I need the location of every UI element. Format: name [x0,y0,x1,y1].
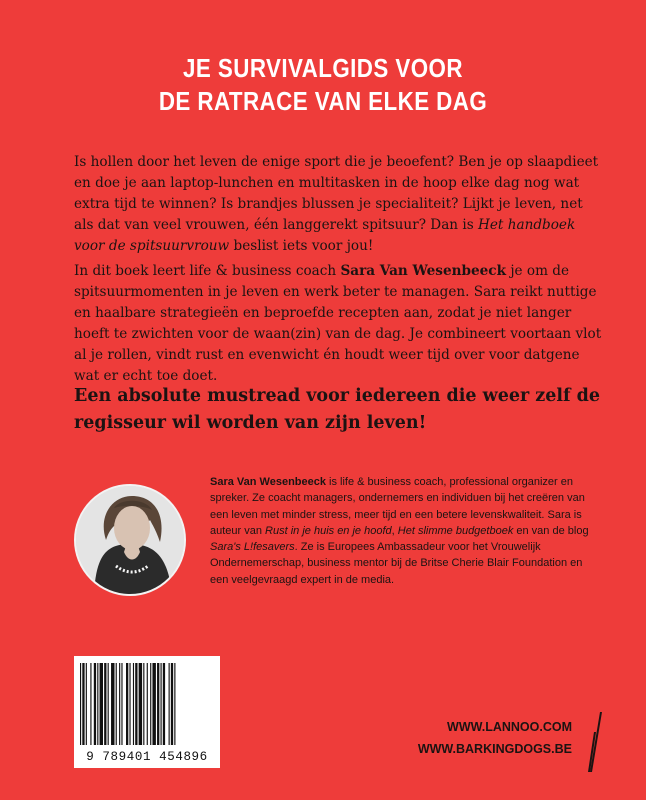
cover-headline [45,52,601,118]
bio-text-c: . Ze is Europees Ambassadeur voor het Vrouwelijk Ondernemerschap, business mentor bij de Britse Cherie Blair Foundation en een veelgevraagd expert in de media. [210,541,583,586]
url-lannoo[interactable]: WWW.LANNOO.COM [447,720,572,734]
bio-author-name: Sara Van Wesenbeeck [210,476,326,488]
bio-text-a: is life & business coach, professional organizer en spreker. Ze coacht managers, ondernemers en individuen bij het creëren van een leven met minder stress, meer tijd en een betere levenskwaliteit. Sara is auteur van [210,476,585,537]
description-text-b: je om de spitsuurmomenten in je leven en werk beter te managen. Sara reikt nuttige en haalbare strategieën en beproefde recepten aan, zodat je niet langer hoeft te zwichten voor de waan(zin) van de dag. Je combineert voortaan vlot al je rollen, vindt rust en evenwicht én houdt weer tijd over voor datgene wat er echt toe doet. [74,263,602,384]
author-bio [210,474,602,588]
isbn-number: 9 789401 454896 [86,750,208,764]
headline-line-2: DE RATRACE VAN ELKE DAG [158,86,488,116]
author-photo [74,484,186,596]
author-name: Sara Van Wesenbeeck [340,263,506,279]
url-barkingdogs[interactable]: WWW.BARKINGDOGS.BE [417,742,572,756]
publisher-urls [418,716,572,760]
book-title: Het handboek voor de spitsuurvrouw [74,217,576,254]
description-paragraph [74,261,604,387]
tagline: Een absolute mustread voor iedereen die weer zelf de regisseur wil worden van zijn leven! [74,386,601,433]
bio-text-b: en van de blog [513,524,589,537]
bio-separator: , [391,524,398,537]
description-text-a: In dit boek leert life & business coach [74,263,341,279]
bio-blog: Sara's L!fesavers [210,541,295,554]
headline-line-1: JE SURVIVALGIDS VOOR [183,53,463,83]
bio-book-2: Het slimme budgetboek [397,524,514,537]
author-portrait-image [76,486,184,594]
publisher-logo-icon [588,712,602,772]
barcode-bars [80,663,214,745]
intro-text-b: beslist iets voor jou! [229,238,374,254]
intro-paragraph [74,152,604,257]
intro-text-a: Is hollen door het leven de enige sport die je beoefent? Ben je op slaapdieet en doe je aan laptop-lunchen en multitasken in de hoop elke dag nog wat extra tijd te winnen? Is brandjes blussen je specialiteit? Lijkt je leven, net als dat van veel vrouwen, één langgerekt spitsuur? Dan is [74,154,599,233]
isbn-barcode [74,656,220,768]
bio-book-1: Rust in je huis en je hoofd [265,524,392,537]
